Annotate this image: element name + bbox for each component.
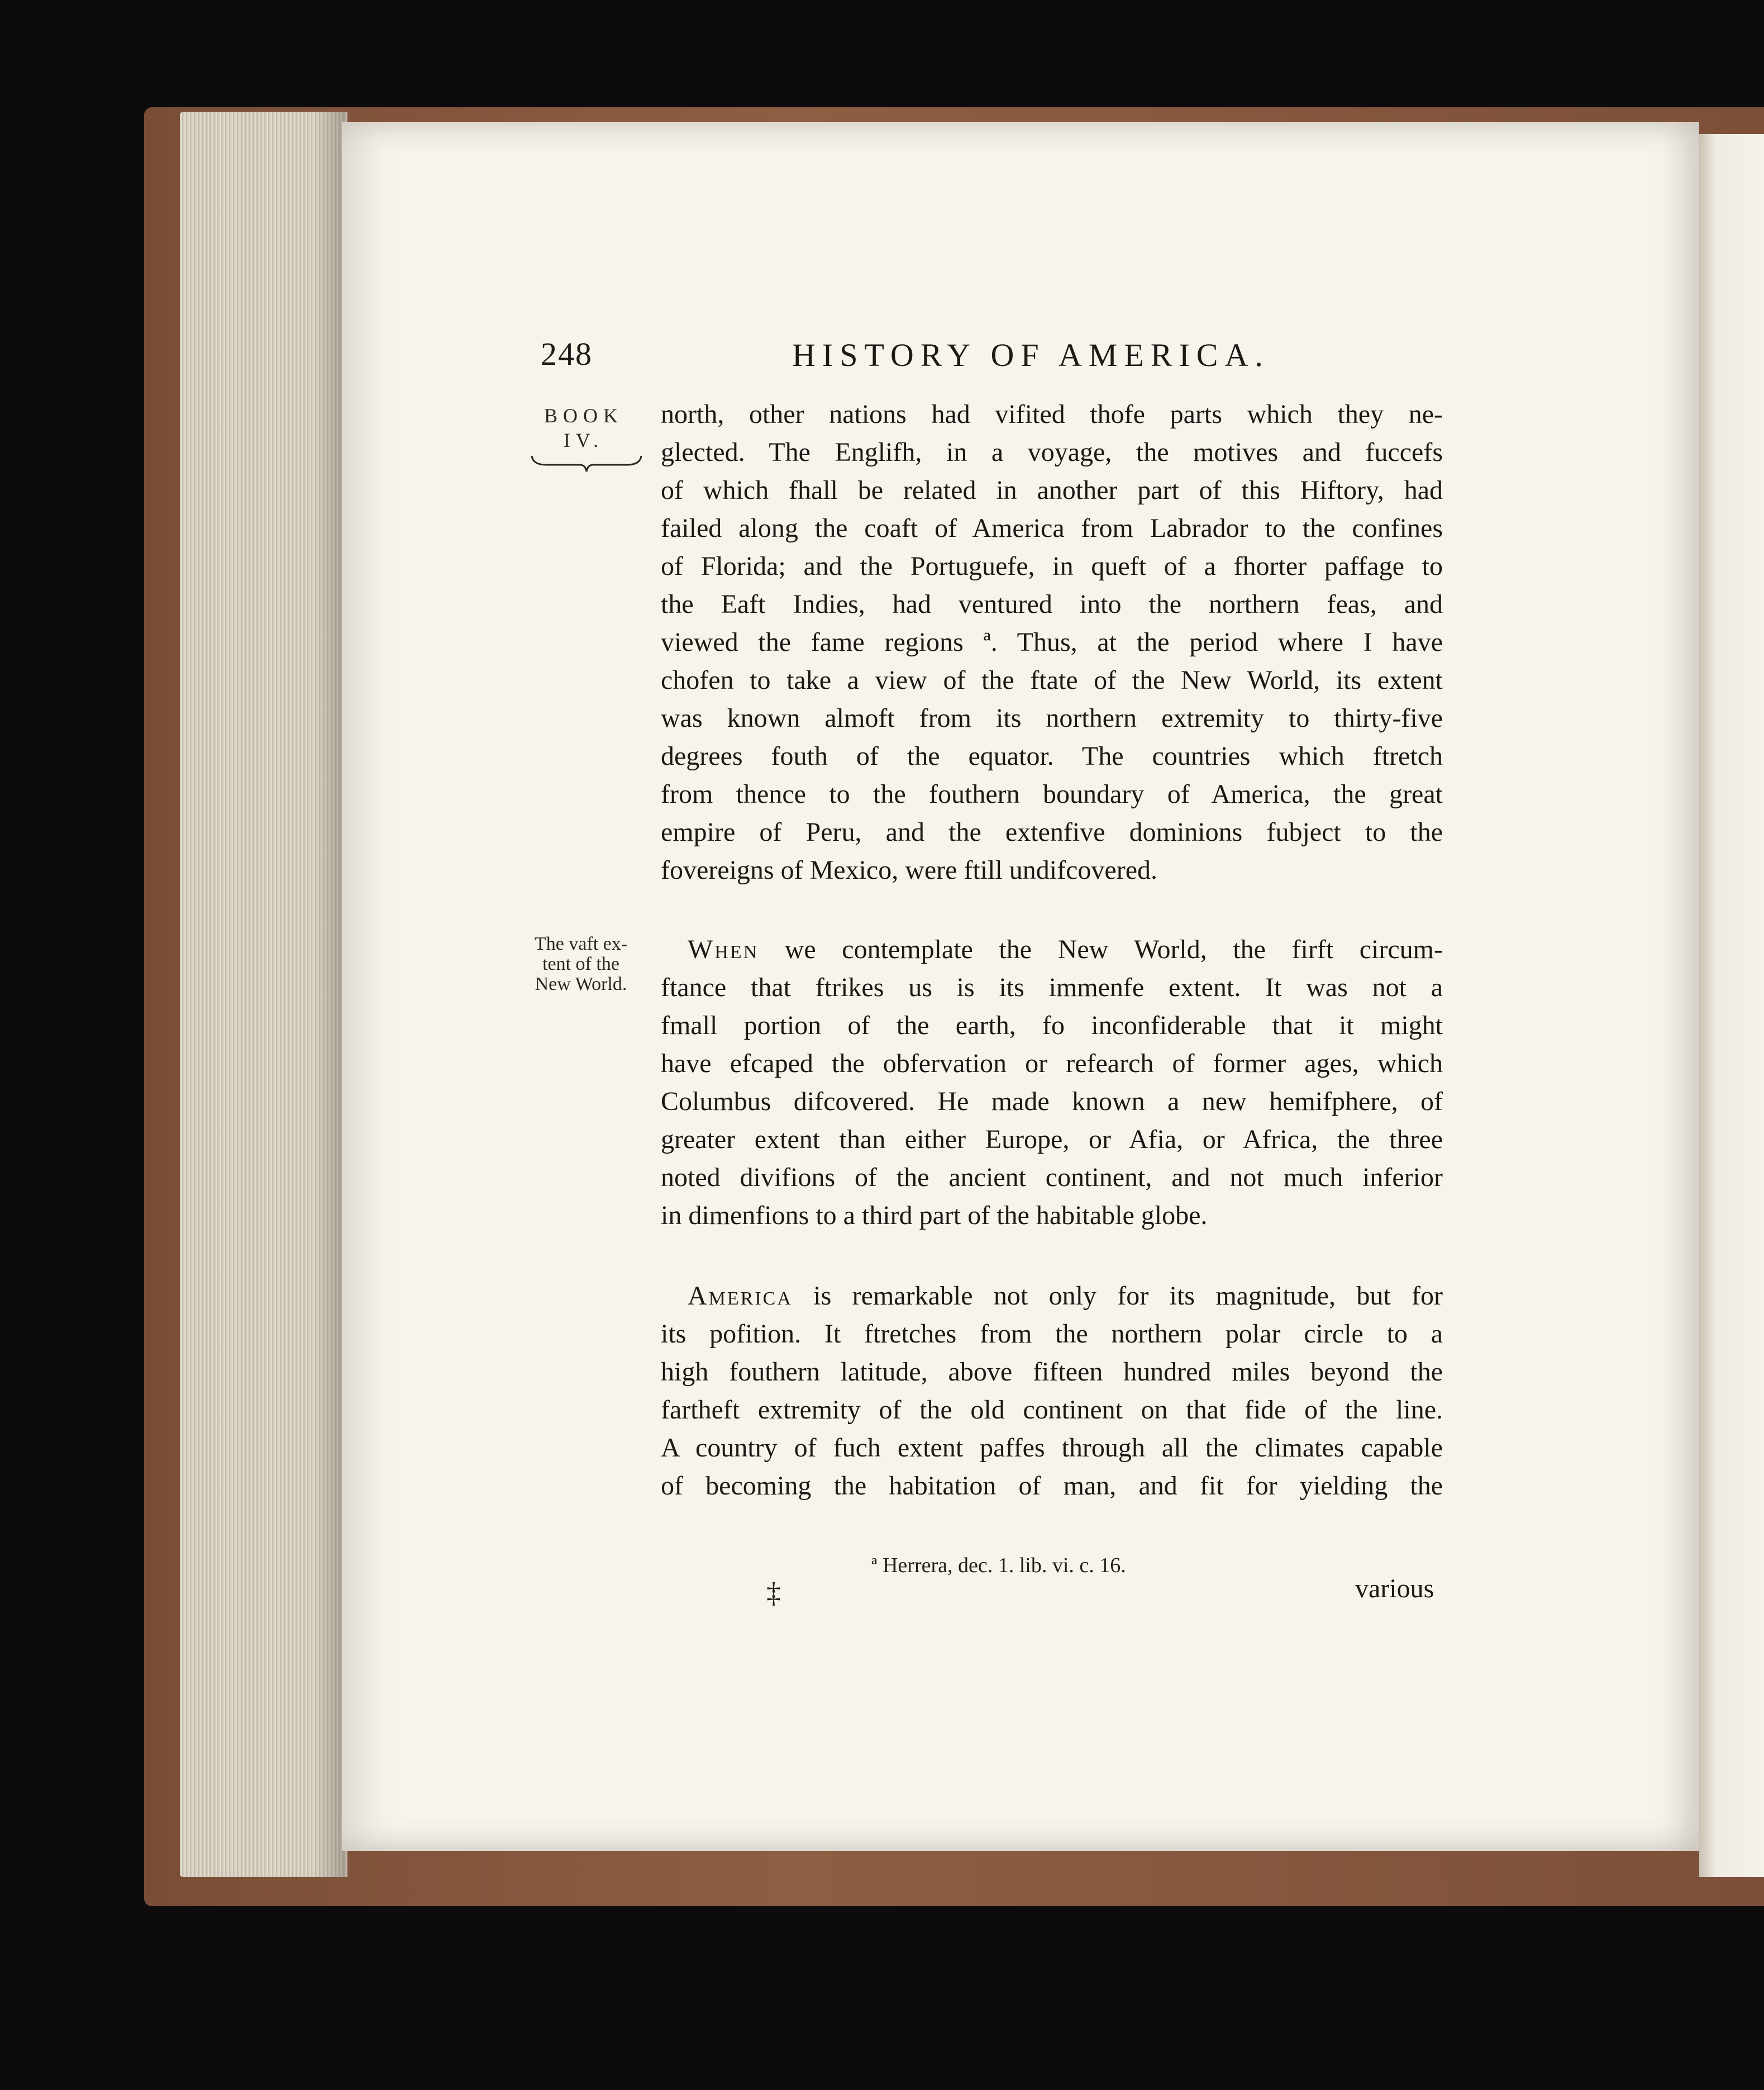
book-number: IV. <box>563 429 604 451</box>
text-line: its pofition. It ftretches from the northern polar circle to a <box>661 1319 1443 1349</box>
text-line: from thence to the fouthern boundary of America, the great <box>661 779 1443 809</box>
text-line: greater extent than either Europe, or Afia, or Africa, the three <box>661 1125 1443 1154</box>
text-line: A country of fuch extent paffes through all the climates capable <box>661 1433 1443 1463</box>
page-edges-shadow <box>313 112 346 1877</box>
text-line: Columbus difcovered. He made known a new hemifphere, of <box>661 1087 1443 1116</box>
text-line: fovereigns of Mexico, were ftill undifcovered. <box>661 855 1158 885</box>
book-label <box>525 403 642 453</box>
paragraph-1 <box>661 396 1443 889</box>
sidenote-line: tent of the <box>542 954 619 974</box>
book-brace <box>531 451 642 474</box>
signature-mark: ‡ <box>766 1577 781 1609</box>
text-line: fartheft extremity of the old continent on that fide of the line. <box>661 1395 1443 1425</box>
text-line: have efcaped the obfervation or refearch of former ages, which <box>661 1049 1443 1078</box>
facing-page-edge <box>1699 134 1764 1877</box>
catchword: various <box>1355 1574 1434 1603</box>
text-line: degrees fouth of the equator. The countries which ftretch <box>661 741 1443 771</box>
paragraph-lead-word: When <box>688 935 759 964</box>
sidenote-line: New World. <box>535 974 627 994</box>
text-line: high fouthern latitude, above fifteen hundred miles beyond the <box>661 1357 1443 1387</box>
book-label-text: BOOK <box>543 404 623 427</box>
text-line-rest: is remarkable not only for its magnitude, but for <box>792 1281 1443 1311</box>
text-line: of becoming the habitation of man, and fit for yielding the <box>661 1471 1443 1501</box>
paragraph-lead-word: America <box>688 1281 793 1311</box>
text-line: failed along the coaft of America from Labrador to the confines <box>661 513 1443 543</box>
text-line: of Florida; and the Portuguefe, in queft of a fhorter paffage to <box>661 551 1443 581</box>
text-line: noted divifions of the ancient continent, and not much inferior <box>661 1163 1443 1192</box>
text-line: viewed the fame regions ª. Thus, at the period where I have <box>661 627 1443 657</box>
footnote: ª Herrera, dec. 1. lib. vi. c. 16. <box>871 1554 1126 1577</box>
text-line: north, other nations had vifited thofe parts which they ne- <box>661 399 1443 429</box>
marginal-sidenote <box>519 934 642 994</box>
text-line-rest: we contemplate the New World, the firft circum- <box>759 935 1443 964</box>
paragraph-2 <box>661 931 1443 1235</box>
text-line: of which fhall be related in another part of this Hiftory, had <box>661 475 1443 505</box>
running-head <box>541 335 1440 380</box>
text-line <box>661 931 1443 969</box>
page-title: HISTORY OF AMERICA. <box>792 337 1270 373</box>
text-line: the Eaft Indies, had ventured into the northern feas, and <box>661 589 1443 619</box>
text-line: was known almoft from its northern extremity to thirty-five <box>661 703 1443 733</box>
text-line: ftance that ftrikes us is its immenfe extent. It was not a <box>661 973 1443 1002</box>
page-number: 248 <box>541 336 593 372</box>
sidenote-line: The vaft ex- <box>534 934 628 954</box>
text-line: glected. The Englifh, in a voyage, the motives and fuccefs <box>661 437 1443 467</box>
text-line: chofen to take a view of the ftate of the New World, its extent <box>661 665 1443 695</box>
text-line: empire of Peru, and the extenfive dominions fubject to the <box>661 817 1443 847</box>
paragraph-3 <box>661 1277 1443 1505</box>
text-line: in dimenfions to a third part of the habitable globe. <box>661 1201 1208 1230</box>
text-line <box>661 1277 1443 1315</box>
text-line: fmall portion of the earth, fo inconfiderable that it might <box>661 1011 1443 1040</box>
